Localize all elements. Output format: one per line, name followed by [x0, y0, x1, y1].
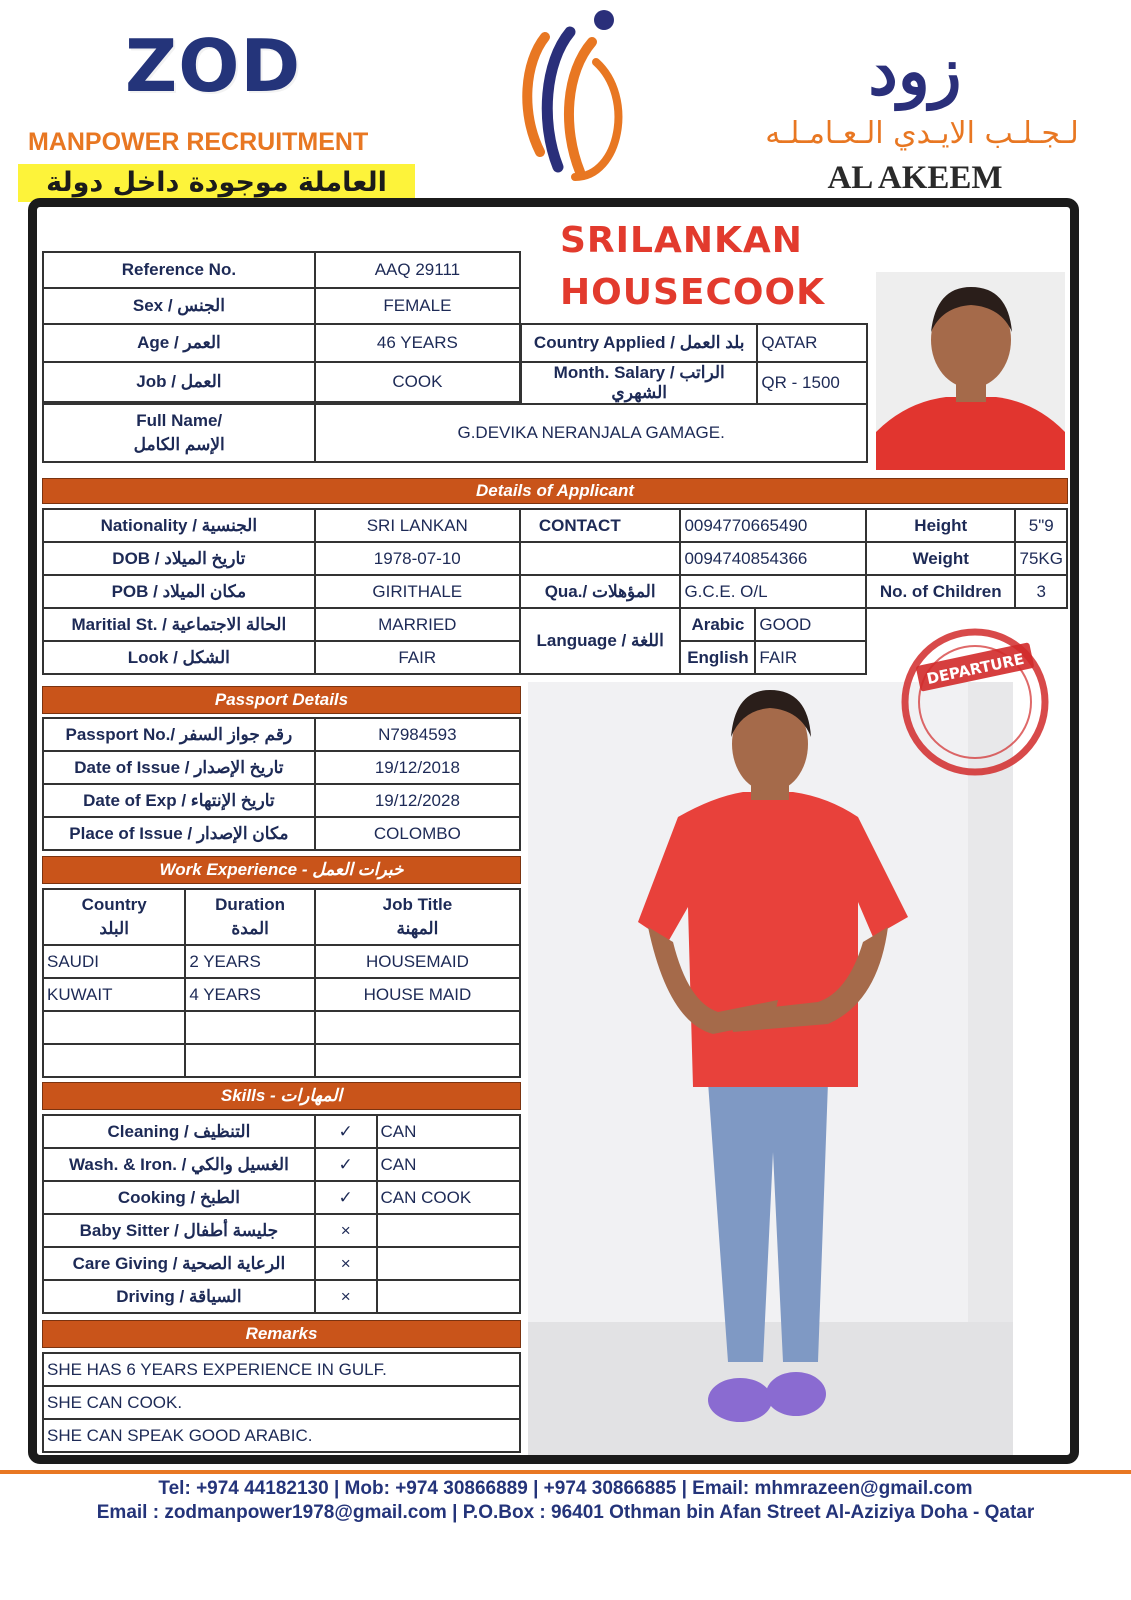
table-row	[43, 1148, 520, 1181]
work-job: HOUSEMAID	[315, 945, 520, 978]
passport-no-value: N7984593	[315, 718, 520, 751]
work-duration: 2 YEARS	[185, 945, 315, 978]
empty-cell	[520, 542, 681, 575]
work-duration: 4 YEARS	[185, 978, 315, 1011]
issue-date-label: Date of Issue / تاريخ الإصدار	[43, 751, 315, 784]
work-job: HOUSE MAID	[315, 978, 520, 1011]
salary-label: Month. Salary / الراتب الشهري	[521, 362, 757, 404]
brand-subtitle: MANPOWER RECRUITMENT	[28, 128, 369, 156]
work-job	[315, 1011, 520, 1044]
exp-date-value: 19/12/2028	[315, 784, 520, 817]
passport-bar: Passport Details	[42, 686, 521, 714]
remarks-bar: Remarks	[42, 1320, 521, 1348]
reference-label: Reference No.	[43, 252, 315, 288]
nationality-label: Nationality / الجنسية	[43, 509, 315, 542]
skill-note: CAN	[377, 1115, 520, 1148]
footer-line1: Tel: +974 44182130 | Mob: +974 30866889 | +974 30866885 | Email: mhmrazeen@gmail.com	[158, 1478, 973, 1499]
skill-note	[377, 1247, 520, 1280]
work-country: SAUDI	[43, 945, 185, 978]
arabic-subtitle: لـجـلـب الايـدي الـعـامـلـه	[765, 116, 1079, 151]
remarks-table	[42, 1352, 521, 1453]
top-info-table	[42, 251, 521, 403]
children-value: 3	[1015, 575, 1067, 608]
brand-zod: ZOD	[125, 24, 302, 108]
departure-stamp-icon	[895, 612, 1055, 792]
arabic-value: GOOD	[755, 608, 866, 641]
skill-mark: ×	[315, 1280, 377, 1313]
age-value: 46 YEARS	[315, 324, 520, 362]
work-country	[43, 1044, 185, 1077]
salary-value: QR - 1500	[757, 362, 867, 404]
place-issue-label: Place of Issue / مكان الإصدار	[43, 817, 315, 850]
country-applied-value: QATAR	[757, 324, 867, 362]
language-label: Language / اللغة	[520, 608, 681, 674]
height-value: 5"9	[1015, 509, 1067, 542]
remark-text: SHE HAS 6 YEARS EXPERIENCE IN GULF.	[43, 1353, 520, 1386]
weight-value: 75KG	[1015, 542, 1067, 575]
fullname-label	[43, 404, 315, 462]
al-akeem-label: AL AKEEM	[827, 160, 1003, 196]
title-line1: SRILANKAN	[560, 220, 803, 261]
work-country: KUWAIT	[43, 978, 185, 1011]
full-body-photo	[528, 682, 1013, 1455]
table-row	[43, 978, 520, 1011]
table-row	[43, 1181, 520, 1214]
fullname-label-ar: الإسم الكامل	[133, 435, 225, 454]
country-salary-table	[520, 323, 868, 405]
zod-logo-icon	[500, 2, 640, 192]
marital-value: MARRIED	[315, 608, 520, 641]
job-label: Job / العمل	[43, 362, 315, 402]
details-bar: Details of Applicant	[42, 478, 1068, 504]
skills-table	[42, 1114, 521, 1314]
contact-2: 0094740854366	[680, 542, 866, 575]
skill-label: Cooking / الطبخ	[43, 1181, 315, 1214]
age-label: Age / العمر	[43, 324, 315, 362]
table-row	[43, 1044, 520, 1077]
table-row	[43, 1386, 520, 1419]
work-experience-bar: Work Experience - خبرات العمل	[42, 856, 521, 884]
work-header-duration-en: Duration	[215, 895, 286, 914]
pob-value: GIRITHALE	[315, 575, 520, 608]
work-header-job-ar: المهنة	[396, 919, 439, 938]
qatar-banner: العاملة موجودة داخل دولة	[18, 164, 415, 202]
fullname-table	[42, 403, 868, 463]
fullname-label-en: Full Name/	[136, 411, 223, 430]
work-header-duration-ar: المدة	[231, 919, 269, 938]
issue-date-value: 19/12/2018	[315, 751, 520, 784]
skill-mark: ×	[315, 1247, 377, 1280]
dob-value: 1978-07-10	[315, 542, 520, 575]
work-country	[43, 1011, 185, 1044]
skill-label: Care Giving / الرعاية الصحية	[43, 1247, 315, 1280]
nationality-value: SRI LANKAN	[315, 509, 520, 542]
look-label: Look / الشكل	[43, 641, 315, 674]
skill-note	[377, 1214, 520, 1247]
table-row	[43, 1115, 520, 1148]
work-header-country-ar: البلد	[99, 919, 129, 938]
qua-value: G.C.E. O/L	[680, 575, 866, 608]
qua-label: Qua./ المؤهلات	[520, 575, 681, 608]
work-job	[315, 1044, 520, 1077]
arabic-brand: زود	[868, 32, 962, 110]
work-duration	[185, 1011, 315, 1044]
footer-divider	[0, 1470, 1131, 1474]
sex-label: Sex / الجنس	[43, 288, 315, 324]
exp-date-label: Date of Exp / تاريخ الإنتهاء	[43, 784, 315, 817]
remark-text: SHE CAN COOK.	[43, 1386, 520, 1419]
passport-table	[42, 717, 521, 851]
sex-value: FEMALE	[315, 288, 520, 324]
skill-label: Baby Sitter / جليسة أطفال	[43, 1214, 315, 1247]
table-row	[43, 1353, 520, 1386]
look-value: FAIR	[315, 641, 520, 674]
children-label: No. of Children	[866, 575, 1015, 608]
passport-no-label: Passport No./ رقم جواز السفر	[43, 718, 315, 751]
skill-label: Wash. & Iron. / الغسيل والكي	[43, 1148, 315, 1181]
work-header-job	[315, 889, 520, 945]
work-duration	[185, 1044, 315, 1077]
fullname-value: G.DEVIKA NERANJALA GAMAGE.	[315, 404, 867, 462]
contact-1: 0094770665490	[680, 509, 866, 542]
table-row	[43, 945, 520, 978]
work-header-country-en: Country	[81, 895, 147, 914]
skill-note: CAN COOK	[377, 1181, 520, 1214]
work-experience-table	[42, 888, 521, 1078]
english-value: FAIR	[755, 641, 866, 674]
table-row	[43, 1280, 520, 1313]
skill-note: CAN	[377, 1148, 520, 1181]
remark-text: SHE CAN SPEAK GOOD ARABIC.	[43, 1419, 520, 1452]
reference-value: AAQ 29111	[315, 252, 520, 288]
title-line2: HOUSECOOK	[560, 272, 826, 313]
height-label: Height	[866, 509, 1015, 542]
weight-label: Weight	[866, 542, 1015, 575]
table-row	[43, 1011, 520, 1044]
skills-bar: Skills - المهارات	[42, 1082, 521, 1110]
english-label: English	[680, 641, 755, 674]
table-row	[43, 1419, 520, 1452]
skill-note	[377, 1280, 520, 1313]
place-issue-value: COLOMBO	[315, 817, 520, 850]
work-header-duration	[185, 889, 315, 945]
skill-mark: ✓	[315, 1115, 377, 1148]
work-header-country	[43, 889, 185, 945]
stamp-text: DEPARTURE	[925, 649, 1026, 689]
arabic-label: Arabic	[680, 608, 755, 641]
footer-line2: Email : zodmanpower1978@gmail.com | P.O.Box : 96401 Othman bin Afan Street Al-Aziziya Doha - Qatar	[96, 1502, 1035, 1523]
pob-label: POB / مكان الميلاد	[43, 575, 315, 608]
headshot-photo	[876, 272, 1065, 470]
skill-label: Driving / السياقة	[43, 1280, 315, 1313]
job-value: COOK	[315, 362, 520, 402]
contact-label: CONTACT	[520, 509, 681, 542]
marital-label: Maritial St. / الحالة الاجتماعية	[43, 608, 315, 641]
skill-label: Cleaning / التنظيف	[43, 1115, 315, 1148]
table-row	[43, 1247, 520, 1280]
country-applied-label: Country Applied / بلد العمل	[521, 324, 757, 362]
table-row	[43, 1214, 520, 1247]
skill-mark: ×	[315, 1214, 377, 1247]
skill-mark: ✓	[315, 1148, 377, 1181]
skill-mark: ✓	[315, 1181, 377, 1214]
dob-label: DOB / تاريخ الميلاد	[43, 542, 315, 575]
work-header-job-en: Job Title	[382, 895, 453, 914]
